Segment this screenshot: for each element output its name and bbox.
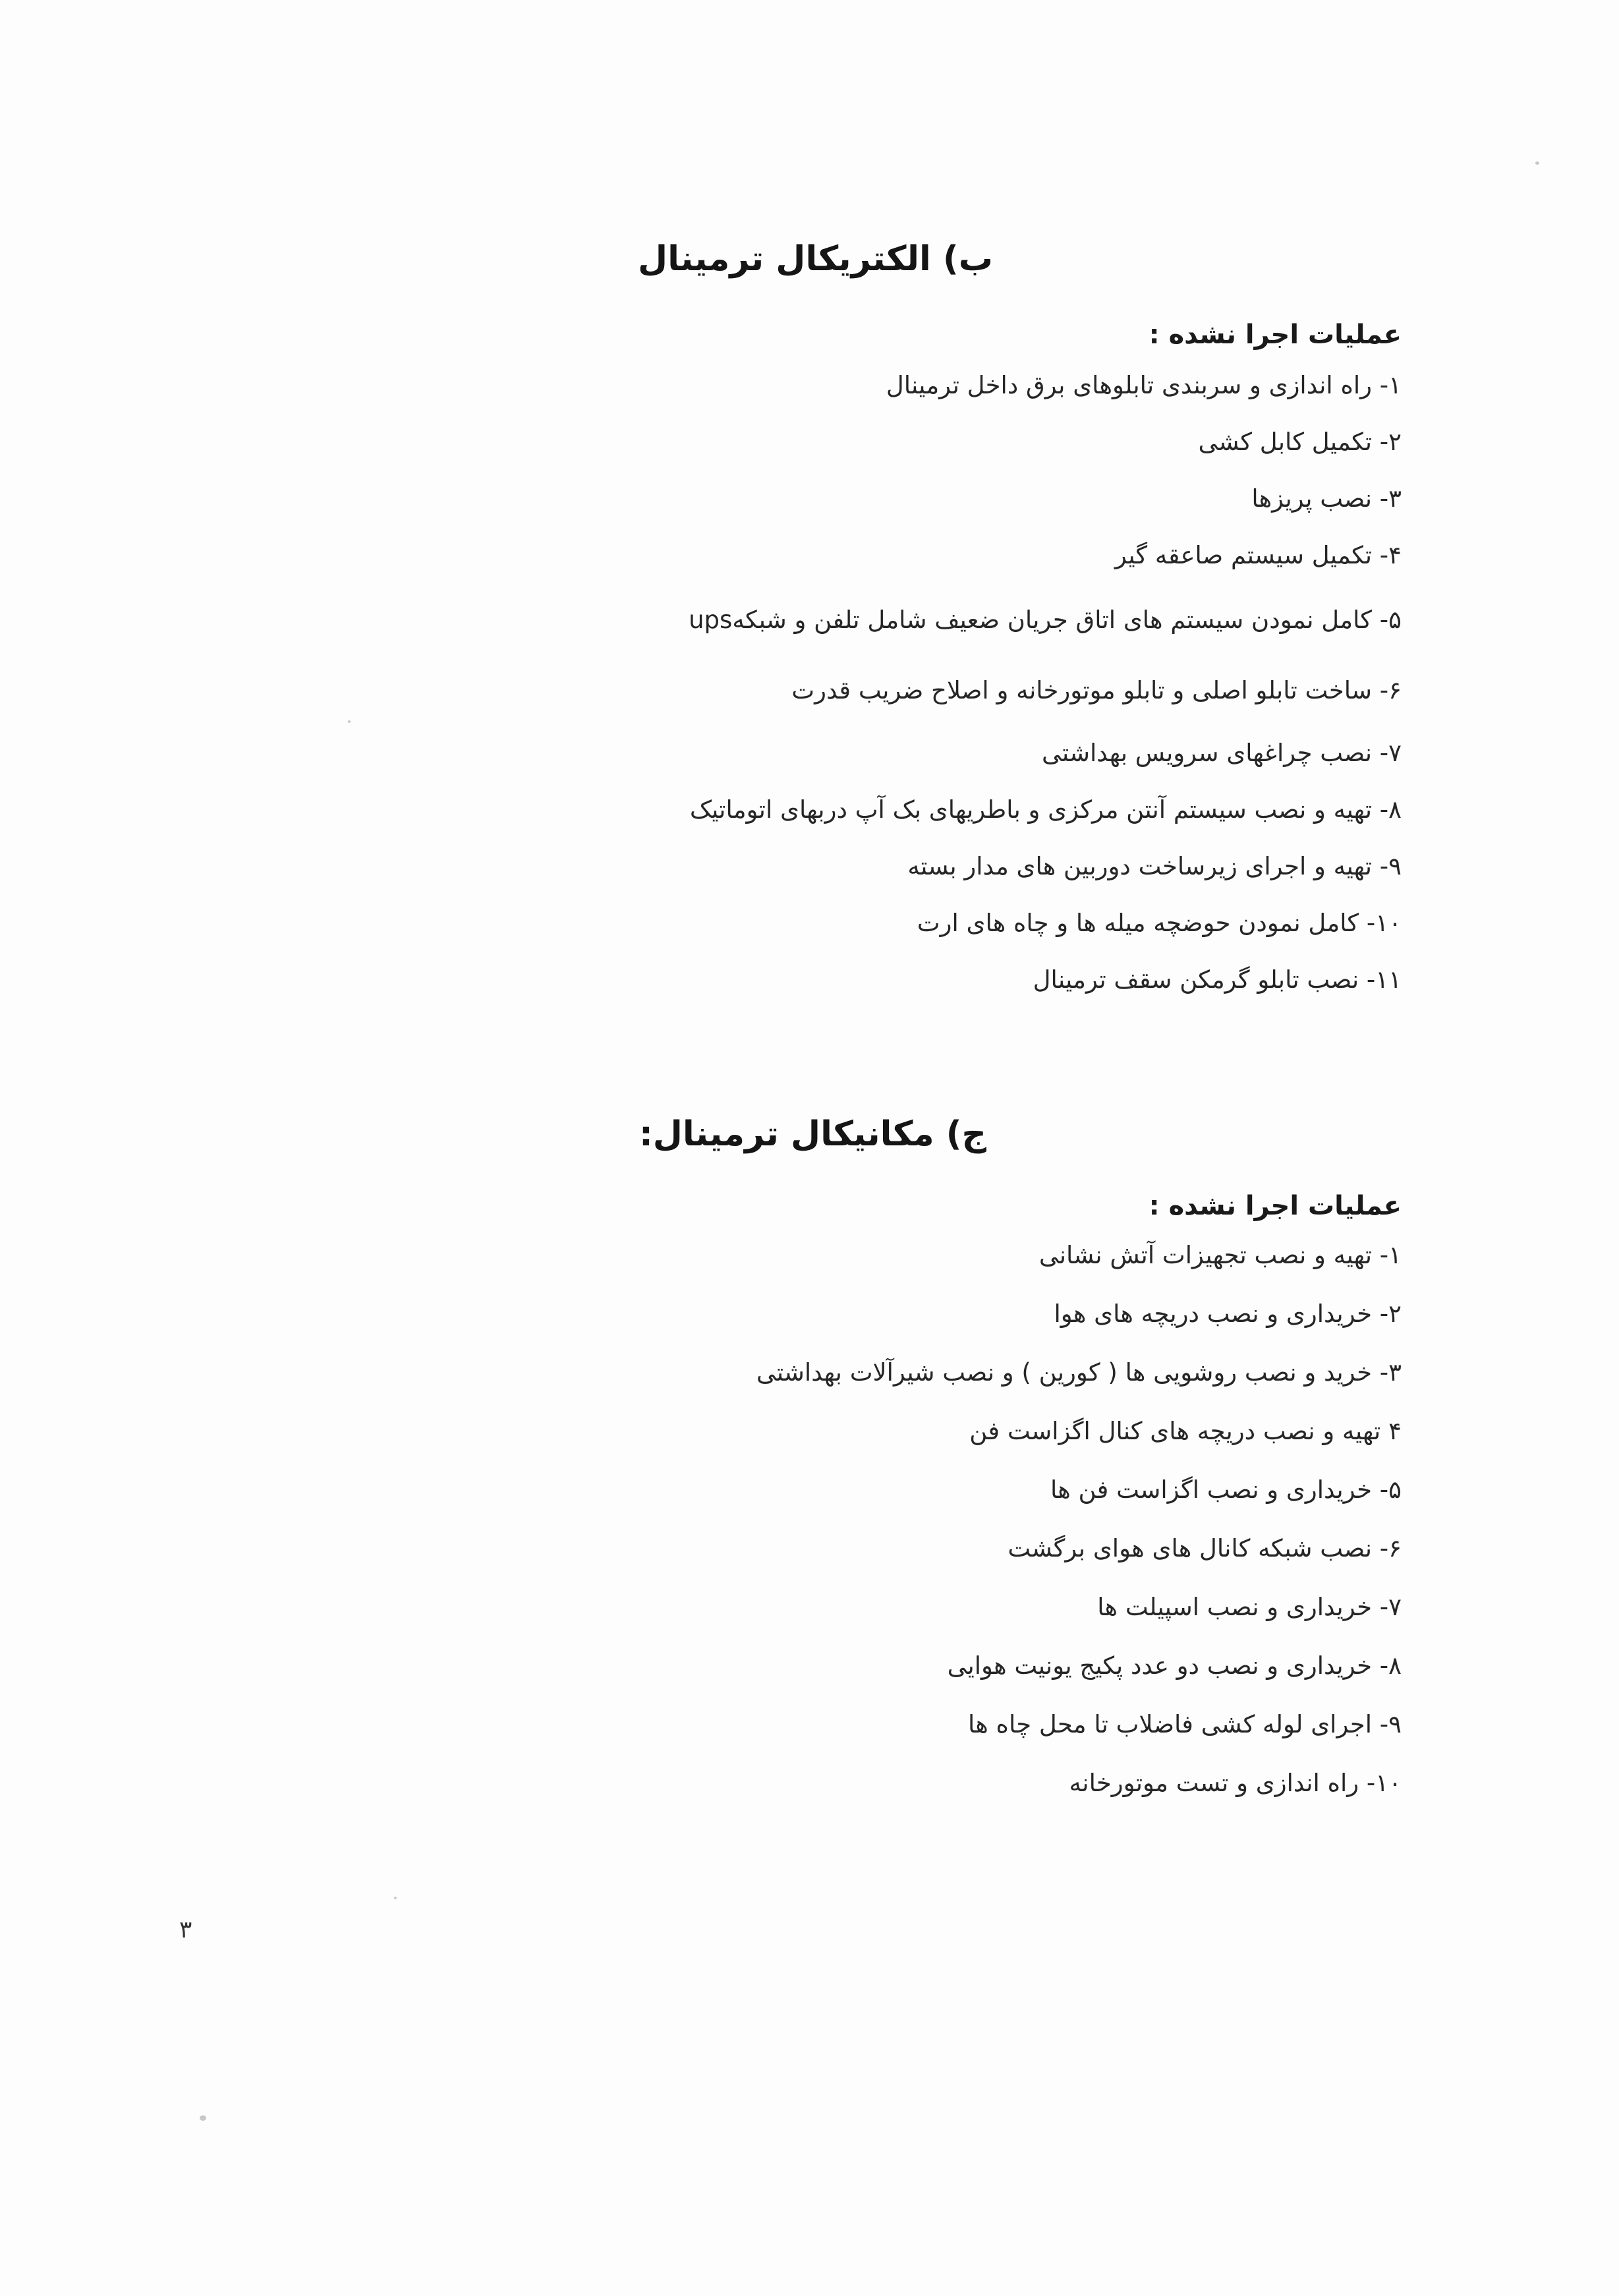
scan-speck bbox=[200, 2115, 206, 2121]
list-item: ۳- نصب پریزها bbox=[1251, 484, 1402, 513]
page-number: ۳ bbox=[179, 1916, 192, 1943]
list-item: ۵- خریداری و نصب اگزاست فن ها bbox=[1050, 1476, 1402, 1505]
list-item: ۱۰- کامل نمودن حوضچه میله ها و چاه های ارت bbox=[917, 909, 1402, 938]
list-item: ۸- خریداری و نصب دو عدد پکیج یونیت هوایی bbox=[947, 1651, 1402, 1680]
list-item: ۹- اجرای لوله کشی فاضلاب تا محل چاه ها bbox=[968, 1710, 1402, 1739]
list-item: ۹- تهیه و اجرای زیرساخت دوربین های مدار بسته bbox=[907, 852, 1402, 881]
list-item: ۱- تهیه و نصب تجهیزات آتش نشانی bbox=[1038, 1241, 1402, 1270]
list-item: ۴ تهیه و نصب دریچه های کنال اگزاست فن bbox=[969, 1417, 1402, 1446]
list-item: ۲- تکمیل کابل کشی bbox=[1198, 428, 1402, 457]
list-item: ۶- نصب شبکه کانال های هوای برگشت bbox=[1008, 1534, 1402, 1563]
scan-speck bbox=[1535, 161, 1539, 165]
mechanical-section-title: ج) مکانیکال ترمینال: bbox=[639, 1114, 986, 1154]
list-item: ۷- خریداری و نصب اسپیلت ها bbox=[1097, 1593, 1402, 1622]
list-item: ۱- راه اندازی و سربندی تابلوهای برق داخل ترمینال bbox=[886, 371, 1402, 400]
list-item: ۱۱- نصب تابلو گرمکن سقف ترمینال bbox=[1033, 965, 1402, 994]
electrical-items-list bbox=[150, 357, 1402, 1008]
scan-speck bbox=[394, 1897, 397, 1899]
list-item: ۵- کامل نمودن سیستم های اتاق جریان ضعیف شامل تلفن و شبکهups bbox=[689, 606, 1402, 635]
list-item: ۸- تهیه و نصب سیستم آنتن مرکزی و باطریهای بک آپ دربهای اتوماتیک bbox=[689, 795, 1402, 824]
electrical-section bbox=[150, 239, 1402, 1008]
electrical-pending-heading: عملیات اجرا نشده : bbox=[1149, 320, 1402, 351]
mechanical-pending-heading: عملیات اجرا نشده : bbox=[1149, 1191, 1402, 1222]
list-item: ۷- نصب چراغهای سرویس بهداشتی bbox=[1041, 739, 1402, 768]
mechanical-items-list bbox=[150, 1226, 1402, 1812]
list-item: ۴- تکمیل سیستم صاعقه گیر bbox=[1114, 541, 1402, 570]
electrical-section-title: ب) الکتریکال ترمینال bbox=[638, 239, 993, 279]
list-item: ۶- ساخت تابلو اصلی و تابلو موتورخانه و اصلاح ضریب قدرت bbox=[791, 676, 1402, 705]
list-item: ۲- خریداری و نصب دریچه های هوا bbox=[1054, 1300, 1402, 1329]
list-item: ۱۰- راه اندازی و تست موتورخانه bbox=[1069, 1769, 1402, 1798]
mechanical-section bbox=[150, 1114, 1402, 1812]
list-item: ۳- خرید و نصب روشویی ها ( کورین ) و نصب شیرآلات بهداشتی bbox=[756, 1358, 1402, 1387]
